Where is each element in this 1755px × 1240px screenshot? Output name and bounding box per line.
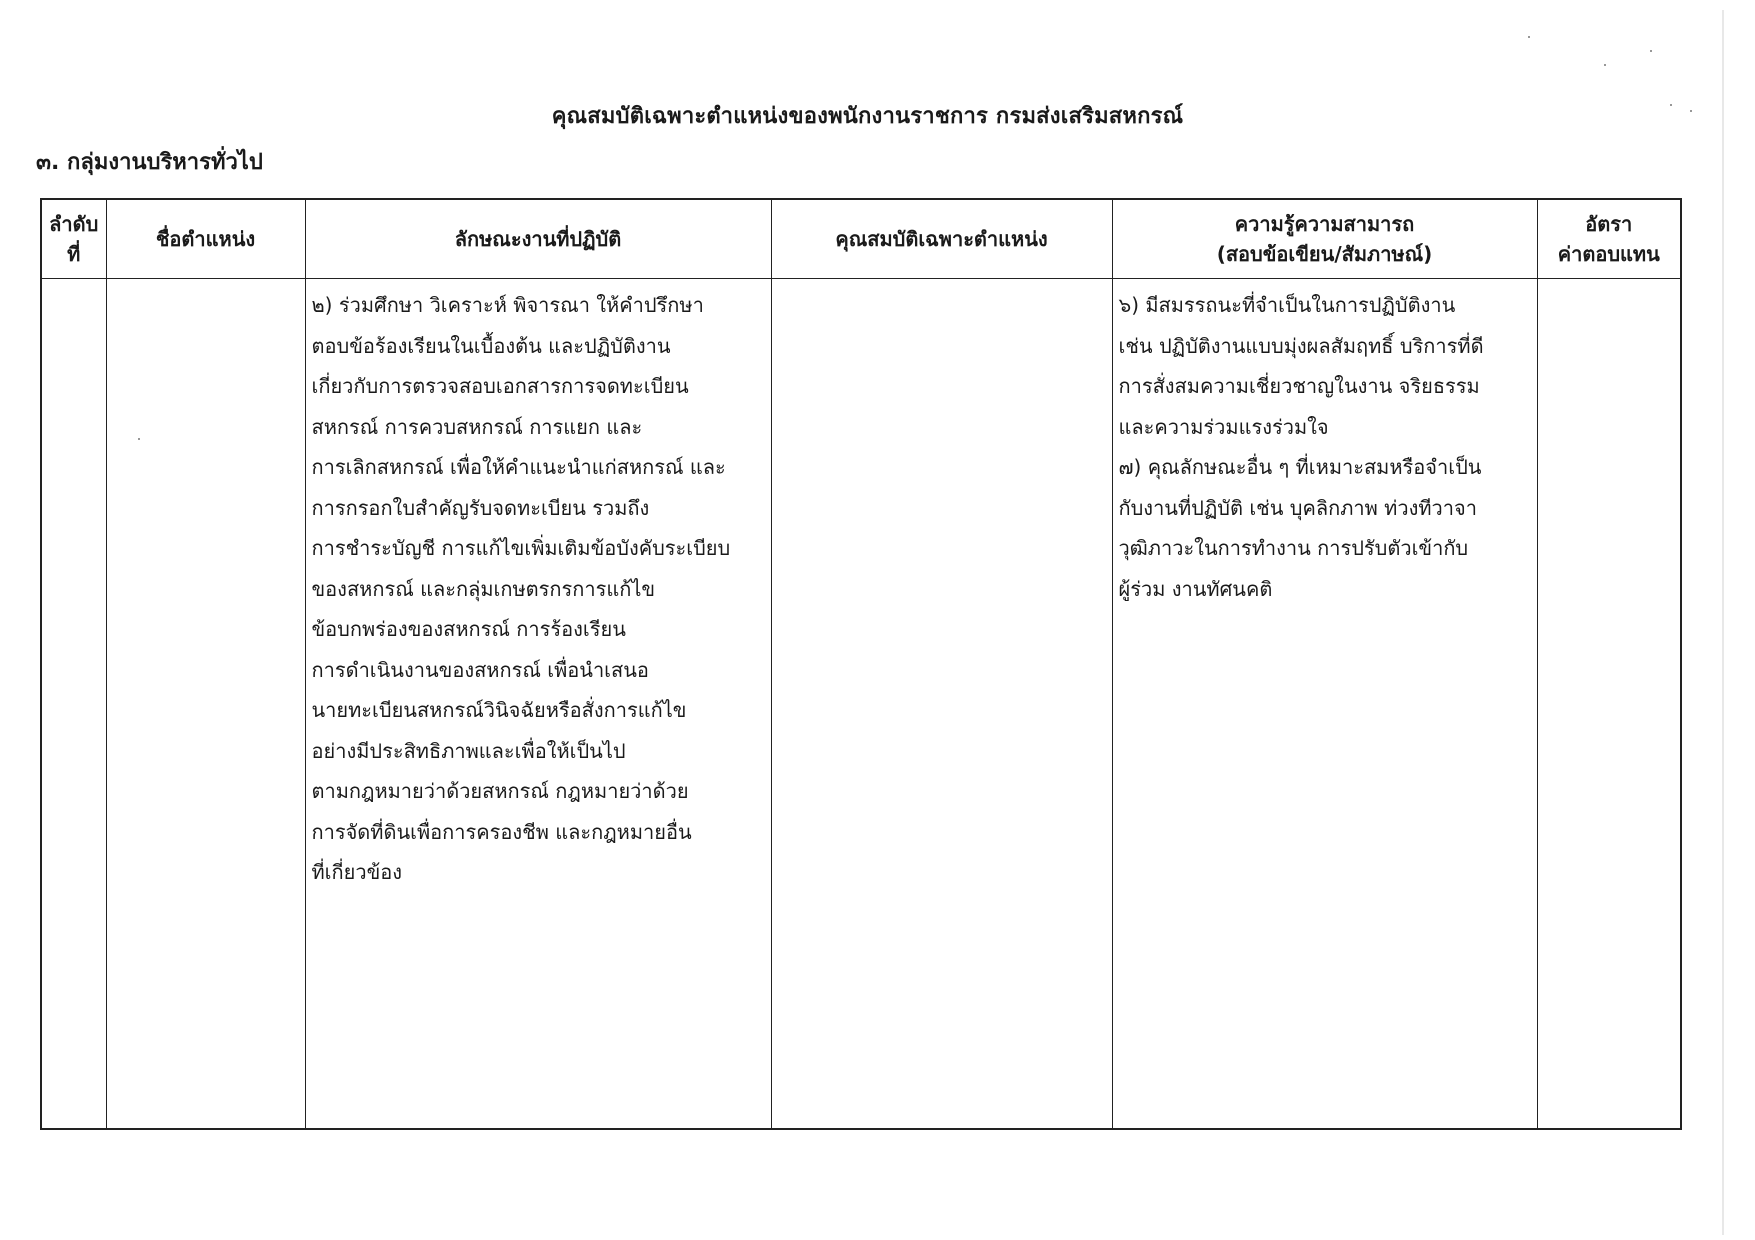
cell-qualifications — [771, 279, 1112, 1130]
header-qualifications-label: คุณสมบัติเฉพาะตำแหน่ง — [835, 227, 1048, 251]
scan-speck — [1650, 50, 1652, 52]
cell-knowledge: ๖) มีสมรรถนะที่จำเป็นในการปฏิบัติงาน เช่น ปฏิบัติงานแบบมุ่งผลสัมฤทธิ์ บริการที่ดี การสั่งสมความเชี่ยวชาญในงาน จริยธรรม และความร่วมแรงร่วมใจ ๗) คุณลักษณะอื่น ๆ ที่เหมาะสมหรือจำเป็น กับงานที่ปฏิบัติ เช่น บุคลิกภาพ ท่วงทีวาจา วุฒิภาวะในการทำงาน การปรับตัวเข้ากับ ผู้ร่วม งานทัศนคติ — [1112, 279, 1537, 1130]
header-position — [106, 199, 305, 279]
header-duties-label: ลักษณะงานที่ปฏิบัติ — [454, 227, 622, 251]
cell-position — [106, 279, 305, 1130]
header-duties — [305, 199, 771, 279]
scan-shadow-line — [1722, 10, 1724, 1235]
cell-compensation — [1537, 279, 1681, 1130]
section-heading: ๓. กลุ่มงานบริหารทั่วไป — [36, 150, 263, 175]
header-knowledge — [1112, 199, 1537, 279]
cell-seq — [41, 279, 106, 1130]
cell-duties: ๒) ร่วมศึกษา วิเคราะห์ พิจารณา ให้คำปรึกษา ตอบข้อร้องเรียนในเบื้องต้น และปฏิบัติงาน เกี่ยวกับการตรวจสอบเอกสารการจดทะเบียน สหกรณ์ การควบสหกรณ์ การแยก และ การเลิกสหกรณ์ เพื่อให้คำแนะนำแก่สหกรณ์ และ การกรอกใบสำคัญรับจดทะเบียน รวมถึง การชำระบัญชี การแก้ไขเพิ่มเติมข้อบังคับระเบียบ ของสหกรณ์ และกลุ่มเกษตรกรการแก้ไข ข้อบกพร่องของสหกรณ์ การร้องเรียน การดำเนินงานของสหกรณ์ เพื่อนำเสนอ นายทะเบียนสหกรณ์วินิจฉัยหรือสั่งการแก้ไข อย่างมีประสิทธิภาพและเพื่อให้เป็นไป ตามกฎหมายว่าด้วยสหกรณ์ กฎหมายว่าด้วย การจัดที่ดินเพื่อการครองชีพ และกฎหมายอื่น ที่เกี่ยวข้อง — [305, 279, 771, 1130]
qualification-table — [40, 198, 1682, 1130]
header-position-label: ชื่อตำแหน่ง — [155, 227, 256, 251]
header-seq-label: ลำดับ ที่ — [49, 212, 99, 266]
header-seq — [41, 199, 106, 279]
header-knowledge-label: ความรู้ความสามารถ (สอบข้อเขียน/สัมภาษณ์) — [1216, 212, 1433, 266]
header-compensation — [1537, 199, 1681, 279]
header-qualifications — [771, 199, 1112, 279]
header-compensation-label: อัตรา ค่าตอบแทน — [1557, 212, 1660, 266]
document-title: คุณสมบัติเฉพาะตำแหน่งของพนักงานราชการ กรมส่งเสริมสหกรณ์ — [551, 104, 1184, 129]
table-row — [41, 279, 1681, 1130]
table-header-row — [41, 199, 1681, 279]
scan-speck — [1604, 64, 1606, 66]
scan-speck — [1528, 36, 1530, 38]
